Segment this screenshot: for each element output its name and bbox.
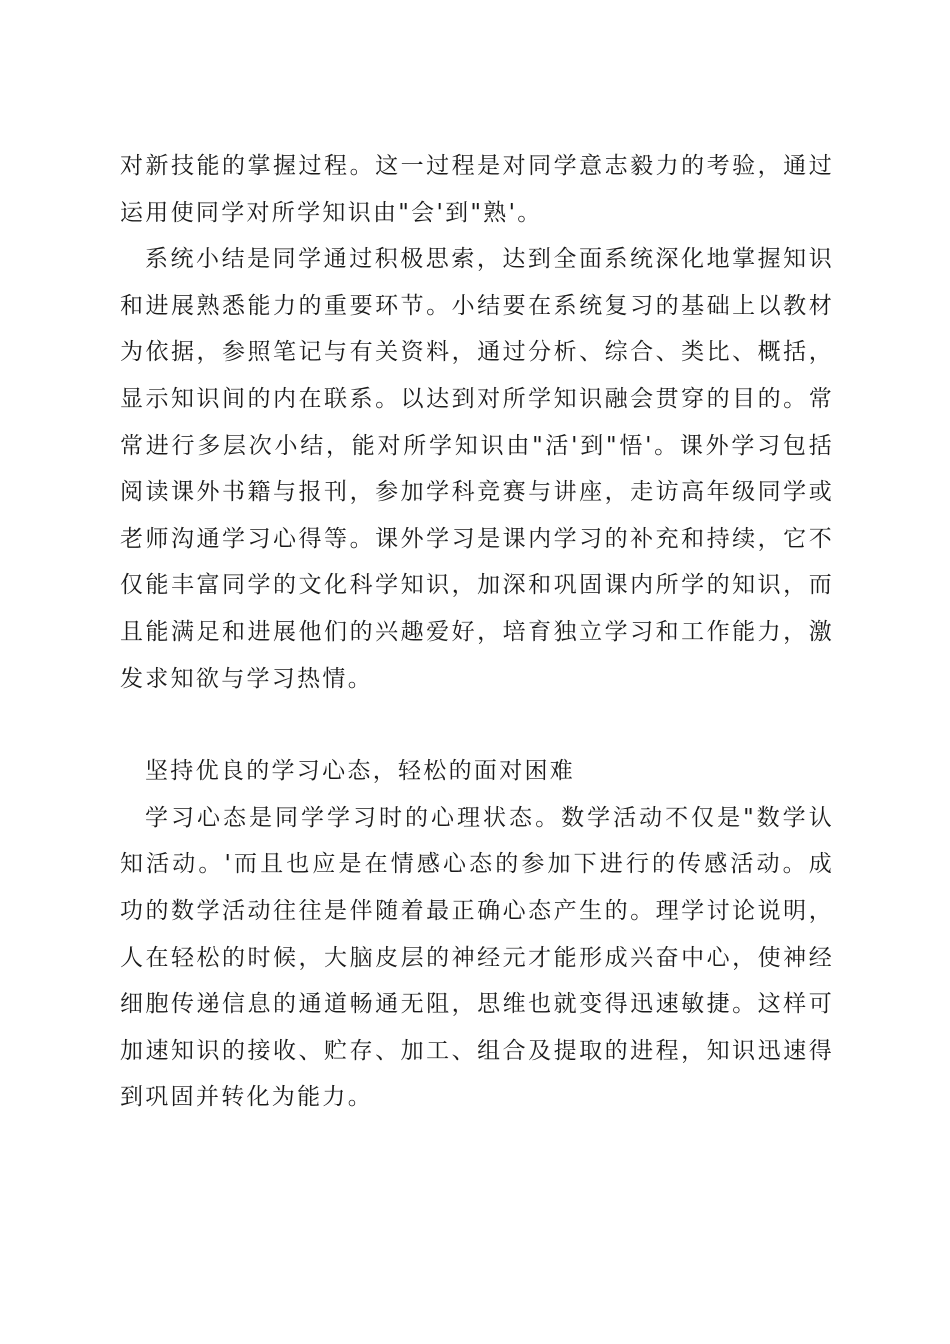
section-heading: 坚持优良的学习心态，轻松的面对困难: [145, 758, 576, 785]
paragraph-summary: 系统小结是同学通过积极思索，达到全面系统深化地掌握知识和进展熟悉能力的重要环节。小结要在系统复习的基础上以教材为依据，参照笔记与有关资料，通过分析、综合、类比、概括，显示知识间的内在联系。以达到对所学知识融会贯穿的目的。常常进行多层次小结，能对所学知识由"活'到"悟'。课外学习包括阅读课外书籍与报刊，参加学科竞赛与讲座，走访高年级同学或老师沟通学习心得等。课外学习是课内学习的补充和持续，它不仅能丰富同学的文化科学知识，加深和巩固课内所学的知识，而且能满足和进展他们的兴趣爱好，培育独立学习和工作能力，激发求知欲与学习热情。: [120, 246, 834, 692]
paragraph-mindset: 学习心态是同学学习时的心理状态。数学活动不仅是"数学认知活动。'而且也应是在情感心态的参加下进行的传感活动。成功的数学活动往往是伴随着最正确心态产生的。理学讨论说明，人在轻松的时候，大脑皮层的神经元才能形成兴奋中心，使神经细胞传递信息的通道畅通无阻，思维也就变得迅速敏捷。这样可加速知识的接收、贮存、加工、组合及提取的进程，知识迅速得到巩固并转化为能力。: [120, 804, 834, 1111]
document-body: [120, 143, 834, 1121]
paragraph-continuation: 对新技能的掌握过程。这一过程是对同学意志毅力的考验，通过运用使同学对所学知识由"会'到"熟'。: [120, 153, 834, 226]
section-gap: [120, 702, 834, 748]
